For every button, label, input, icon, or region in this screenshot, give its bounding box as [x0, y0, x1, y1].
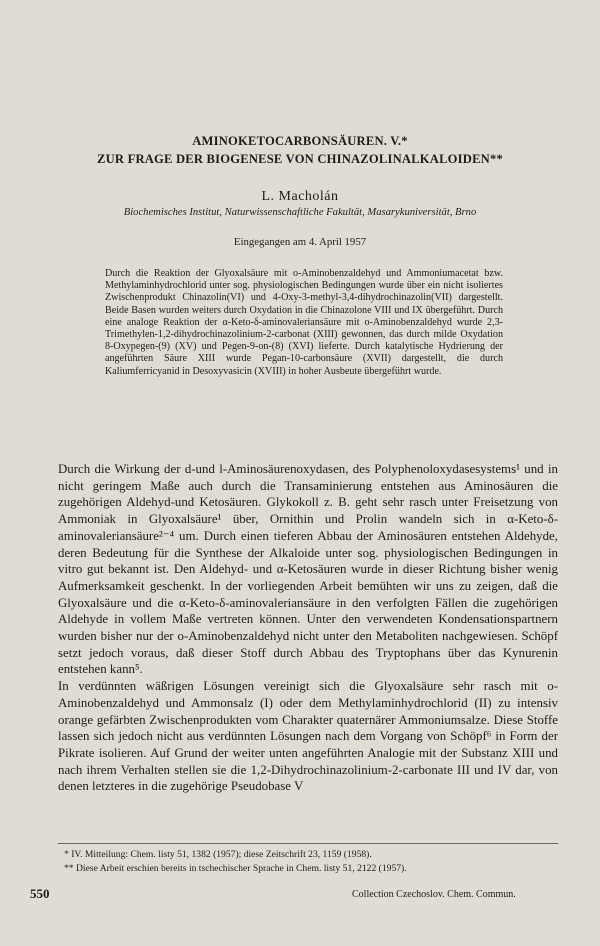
body-text — [58, 461, 558, 795]
body-paragraph-2: In verdünnten wäßrigen Lösungen vereinigt sich die Glyoxalsäure sehr rasch mit o-Aminobenzaldehyd und Ammonsalz (I) oder dem Methylaminhydrochlorid (II) zu intensiv orange gefärbten Zwischenprodukten vom Charakter quaternärer Ammoniumsalze. Diese Stoffe lassen sich jedoch nicht aus verdünnten Lösungen nach dem Vorgang von Schöpf⁶ in Form der Pikrate isolieren. Auf Grund der weiter unten angeführten Analogie mit der Substanz XIII und nach ihrem Verhalten stellen sie die 1,2-Dihydrochinazolinium-2-carbonate III und IV dar, von denen letzteres in die zugehörige Pseudobase V — [58, 679, 558, 794]
author-affiliation: Biochemisches Institut, Naturwissenschaftliche Fakultät, Masarykuniversität, Brno — [123, 207, 477, 218]
footnotes — [58, 848, 558, 875]
author-name: L. Macholán — [261, 189, 339, 204]
received-date: Eingegangen am 4. April 1957 — [233, 236, 367, 248]
footnote-2: ** Diese Arbeit erschien bereits in tschechischer Sprache in Chem. listy 51, 2122 (1957). — [64, 862, 407, 874]
footnote-divider — [58, 843, 558, 844]
footnote-1: * IV. Mitteilung: Chem. listy 51, 1382 (1957); diese Zeitschrift 23, 1159 (1958). — [64, 849, 372, 860]
body-paragraph-1: Durch die Wirkung der d-und l-Aminosäurenoxydasen, des Polyphenoloxydasesystems¹ und in nicht geringem Maße auch durch die Transaminierung entstehen aus Aminosäuren die zugehörigen Aldehyd-und Ketosäuren. Glykokoll z. B. geht sehr rasch unter Freisetzung von Ammoniak in Glyoxalsäure¹ über, Ornithin und Prolin wandeln sich in α-Keto-δ-aminovaleriansäure²⁻⁴ um. Durch einen tieferen Abbau der Aminosäuren entstehen Aldehyde, deren Bedeutung für die Synthese der Alkaloide unter sog. physiologischen Bedingungen in vitro gut bekannt ist. Den Aldehyd- und α-Ketosäuren wurde in dieser Richtung bisher wenig Aufmerksamkeit geschenkt. In der vorliegenden Arbeit bemühten wir uns zu zeigen, daß die Glyoxalsäure und die α-Keto-δ-aminovaleriansäure in den verfolgten Fällen die zugehörigen Aldehyde in vollem Maße vertreten können. Unter den verwendeten Kondensationspartnern wurden bisher nur der o-Aminobenzaldehyd nicht unter den Metaboliten nachgewiesen. Schöpf setzt jedoch voraus, daß dieser Stoff durch Abbau des Tryptophans über das Kynurenin entstehen kann⁵. — [58, 462, 558, 677]
article-title-line2: ZUR FRAGE DER BIOGENESE VON CHINAZOLINALKALOIDEN** — [97, 152, 503, 166]
page-number: 550 — [30, 886, 50, 901]
abstract: Durch die Reaktion der Glyoxalsäure mit o-Aminobenzaldehyd und Ammoniumacetat bzw. Methylaminhydrochlorid unter sog. physiologischen Bedingungen wurde über ein nicht isoliertes Zwischenprodukt Chinazolin(VI) und 4-Oxy-3-methyl-3,4-dihydrochinazolin(VII) dargestellt. Beide Basen wurden weiters durch Oxydation in die Chinazolone VIII und IX übergeführt. Durch eine analoge Reaktion der α-Keto-δ-aminovaleriansäure mit o-Aminobenzaldehyd wurde 2,3-Trimethylen-1,2-dihydrochinazolinium-2-carbonat (XIII) gewonnen, das durch milde Oxydation 8-Oxypegen-(9) (XV) und Pegen-9-on-(8) (XVI) lieferte. Durch katalytische Hydrierung der angeführten Säure XIII wurde Pegan-10-carbonsäure (XVII) dargestellt, die durch Kaliumferricyanid in Desoxyvasicin (XVIII) in hoher Ausbeute übergeführt wurde. — [105, 268, 503, 377]
journal-name: Collection Czechoslov. Chem. Commun. — [352, 889, 516, 900]
article-title-line1: AMINOKETOCARBONSÄUREN. V.* — [192, 134, 408, 148]
